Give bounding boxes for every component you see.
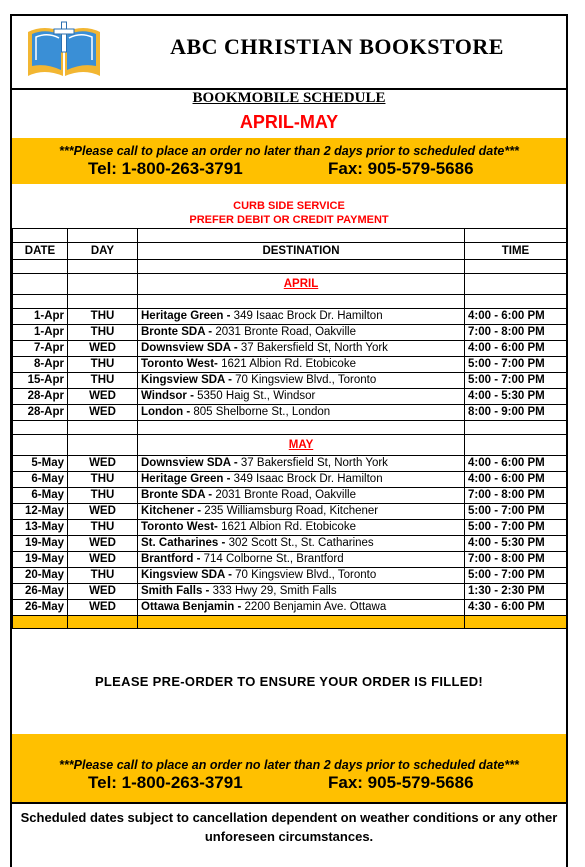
cell-destination <box>138 341 465 357</box>
schedule-title <box>12 90 566 107</box>
table-row <box>13 472 567 488</box>
destination-name: Downsview SDA - <box>141 457 241 469</box>
header <box>12 16 566 90</box>
cell-day: THU <box>68 472 138 488</box>
destination-name: Toronto West- <box>141 358 222 370</box>
cell-time: 5:00 - 7:00 PM <box>465 373 567 389</box>
table-row <box>13 584 567 600</box>
destination-address: 37 Bakersfield St, North York <box>240 342 388 354</box>
destination-name: Kingsview SDA - <box>141 569 236 581</box>
cell-day: THU <box>68 568 138 584</box>
cell-destination <box>138 309 465 325</box>
cell-date: 28-Apr <box>13 389 68 405</box>
destination-address: 2200 Benjamin Ave. Ottawa <box>244 601 387 613</box>
cell-time: 1:30 - 2:30 PM <box>465 584 567 600</box>
cell-day: WED <box>68 341 138 357</box>
cell-time: 5:00 - 7:00 PM <box>465 520 567 536</box>
cell-day: WED <box>68 405 138 421</box>
footer-note: Scheduled dates subject to cancellation dependent on weather conditions or any other unforeseen circumstances. <box>20 810 558 844</box>
cell-time: 5:00 - 7:00 PM <box>465 504 567 520</box>
cell-date: 15-Apr <box>13 373 68 389</box>
cell-time: 4:30 - 6:00 PM <box>465 600 567 616</box>
destination-name: Toronto West- <box>141 521 222 533</box>
month-row-may <box>13 435 567 456</box>
destination-address: 235 Williamsburg Road, Kitchener <box>204 505 379 517</box>
table-row <box>13 456 567 472</box>
fax-number: Fax: 905-579-5686 <box>328 773 474 792</box>
tel-number: Tel: 1-800-263-3791 <box>88 773 243 792</box>
cell-day: THU <box>68 520 138 536</box>
destination-name: Brantford - <box>141 553 204 565</box>
destination-address: 349 Isaac Brock Dr. Hamilton <box>233 310 383 322</box>
table-row <box>13 405 567 421</box>
destination-name: Downsview SDA - <box>141 342 241 354</box>
cell-date: 5-May <box>13 456 68 472</box>
cell-time: 5:00 - 7:00 PM <box>465 357 567 373</box>
cell-time: 4:00 - 6:00 PM <box>465 341 567 357</box>
destination-name: Heritage Green - <box>141 310 234 322</box>
contact-band-bottom <box>12 734 566 802</box>
cell-date: 19-May <box>13 552 68 568</box>
destination-address: 714 Colborne St., Brantford <box>203 553 344 565</box>
cell-day: WED <box>68 584 138 600</box>
table-header-row <box>13 243 567 260</box>
destination-name: Smith Falls - <box>141 585 213 597</box>
table-row <box>13 325 567 341</box>
order-note: ***Please call to place an order no later than 2 days prior to scheduled date*** <box>59 758 519 772</box>
destination-address: 349 Isaac Brock Dr. Hamilton <box>233 473 383 485</box>
cell-date: 1-Apr <box>13 325 68 341</box>
cell-date: 13-May <box>13 520 68 536</box>
destination-name: St. Catharines - <box>141 537 229 549</box>
cell-destination <box>138 536 465 552</box>
curbside-service-note: CURB SIDE SERVICE <box>233 200 345 212</box>
table-spacer-row <box>13 260 567 274</box>
table-row <box>13 373 567 389</box>
cell-time: 4:00 - 6:00 PM <box>465 472 567 488</box>
schedule-table <box>12 228 567 629</box>
cell-time: 7:00 - 8:00 PM <box>465 325 567 341</box>
schedule-period: APRIL-MAY <box>239 112 339 132</box>
cell-day: WED <box>68 456 138 472</box>
cell-date: 12-May <box>13 504 68 520</box>
table-spacer-row <box>13 421 567 435</box>
contact-band-top <box>12 138 566 184</box>
table-row <box>13 600 567 616</box>
table-row <box>13 357 567 373</box>
table-row <box>13 504 567 520</box>
cell-destination <box>138 600 465 616</box>
cell-time: 7:00 - 8:00 PM <box>465 488 567 504</box>
cell-time: 4:00 - 6:00 PM <box>465 309 567 325</box>
destination-name: Kitchener - <box>141 505 205 517</box>
order-note: ***Please call to place an order no later than 2 days prior to scheduled date*** <box>59 144 519 158</box>
may-rows <box>13 456 567 616</box>
month-row-april <box>13 274 567 295</box>
cell-day: THU <box>68 488 138 504</box>
cell-destination <box>138 584 465 600</box>
cell-date: 6-May <box>13 488 68 504</box>
table-end-band <box>13 616 567 629</box>
cell-date: 28-Apr <box>13 405 68 421</box>
cell-destination <box>138 389 465 405</box>
table-row <box>13 568 567 584</box>
cell-time: 5:00 - 7:00 PM <box>465 568 567 584</box>
cell-destination <box>138 520 465 536</box>
table-row <box>13 389 567 405</box>
cell-day: WED <box>68 600 138 616</box>
destination-address: 2031 Bronte Road, Oakville <box>215 326 356 338</box>
cell-day: THU <box>68 357 138 373</box>
cell-destination <box>138 472 465 488</box>
table-row <box>13 520 567 536</box>
cell-day: THU <box>68 325 138 341</box>
footer-divider <box>12 802 566 804</box>
schedule-title-text: BOOKMOBILE SCHEDULE <box>192 90 386 106</box>
cell-date: 19-May <box>13 536 68 552</box>
cell-destination <box>138 325 465 341</box>
cell-time: 8:00 - 9:00 PM <box>465 405 567 421</box>
table-row <box>13 488 567 504</box>
cell-destination <box>138 357 465 373</box>
destination-name: Bronte SDA - <box>141 489 216 501</box>
destination-name: Kingsview SDA - <box>141 374 236 386</box>
destination-address: 70 Kingsview Blvd., Toronto <box>235 569 377 581</box>
cell-day: WED <box>68 536 138 552</box>
cell-date: 6-May <box>13 472 68 488</box>
cell-time: 4:00 - 6:00 PM <box>465 456 567 472</box>
cell-destination <box>138 488 465 504</box>
cell-date: 26-May <box>13 584 68 600</box>
destination-address: 805 Shelborne St., London <box>193 406 331 418</box>
destination-name: Windsor - <box>141 390 198 402</box>
cell-date: 1-Apr <box>13 309 68 325</box>
destination-address: 37 Bakersfield St, North York <box>240 457 388 469</box>
table-row <box>13 552 567 568</box>
cell-destination <box>138 552 465 568</box>
destination-name: London - <box>141 406 194 418</box>
cell-date: 26-May <box>13 600 68 616</box>
cell-day: THU <box>68 309 138 325</box>
cell-destination <box>138 405 465 421</box>
cell-date: 8-Apr <box>13 357 68 373</box>
table-spacer-row <box>13 295 567 309</box>
cell-time: 4:00 - 5:30 PM <box>465 536 567 552</box>
cell-time: 7:00 - 8:00 PM <box>465 552 567 568</box>
cell-day: WED <box>68 389 138 405</box>
cell-destination <box>138 373 465 389</box>
cell-day: WED <box>68 504 138 520</box>
destination-name: Bronte SDA - <box>141 326 216 338</box>
table-row <box>13 536 567 552</box>
month-label-april: APRIL <box>138 274 465 295</box>
destination-address: 302 Scott St., St. Catharines <box>228 537 374 549</box>
store-name: ABC CHRISTIAN BOOKSTORE <box>170 34 504 59</box>
column-header-time: TIME <box>465 243 567 260</box>
destination-address: 2031 Bronte Road, Oakville <box>215 489 356 501</box>
table-spacer-row <box>13 229 567 243</box>
cell-destination <box>138 504 465 520</box>
column-header-destination: DESTINATION <box>138 243 465 260</box>
cell-destination <box>138 456 465 472</box>
destination-name: Heritage Green - <box>141 473 234 485</box>
destination-address: 333 Hwy 29, Smith Falls <box>212 585 337 597</box>
phone-line <box>12 158 566 180</box>
column-header-date: DATE <box>13 243 68 260</box>
month-label-may: MAY <box>138 435 465 456</box>
payment-note: PREFER DEBIT OR CREDIT PAYMENT <box>189 214 389 226</box>
column-header-day: DAY <box>68 243 138 260</box>
cell-date: 20-May <box>13 568 68 584</box>
cell-day: THU <box>68 373 138 389</box>
destination-address: 1621 Albion Rd. Etobicoke <box>221 358 356 370</box>
fax-number: Fax: 905-579-5686 <box>328 159 474 178</box>
cell-destination <box>138 568 465 584</box>
schedule-sheet <box>10 14 568 867</box>
destination-address: 5350 Haig St., Windsor <box>197 390 316 402</box>
april-rows <box>13 309 567 421</box>
open-book-cross-icon <box>24 20 104 82</box>
destination-address: 1621 Albion Rd. Etobicoke <box>221 521 356 533</box>
table-row <box>13 341 567 357</box>
cell-time: 4:00 - 5:30 PM <box>465 389 567 405</box>
tel-number: Tel: 1-800-263-3791 <box>88 159 243 178</box>
preorder-note: PLEASE PRE-ORDER TO ENSURE YOUR ORDER IS FILLED! <box>94 674 484 689</box>
table-row <box>13 309 567 325</box>
cell-day: WED <box>68 552 138 568</box>
destination-address: 70 Kingsview Blvd., Toronto <box>235 374 377 386</box>
cell-date: 7-Apr <box>13 341 68 357</box>
destination-name: Ottawa Benjamin - <box>141 601 245 613</box>
phone-line <box>12 772 566 794</box>
